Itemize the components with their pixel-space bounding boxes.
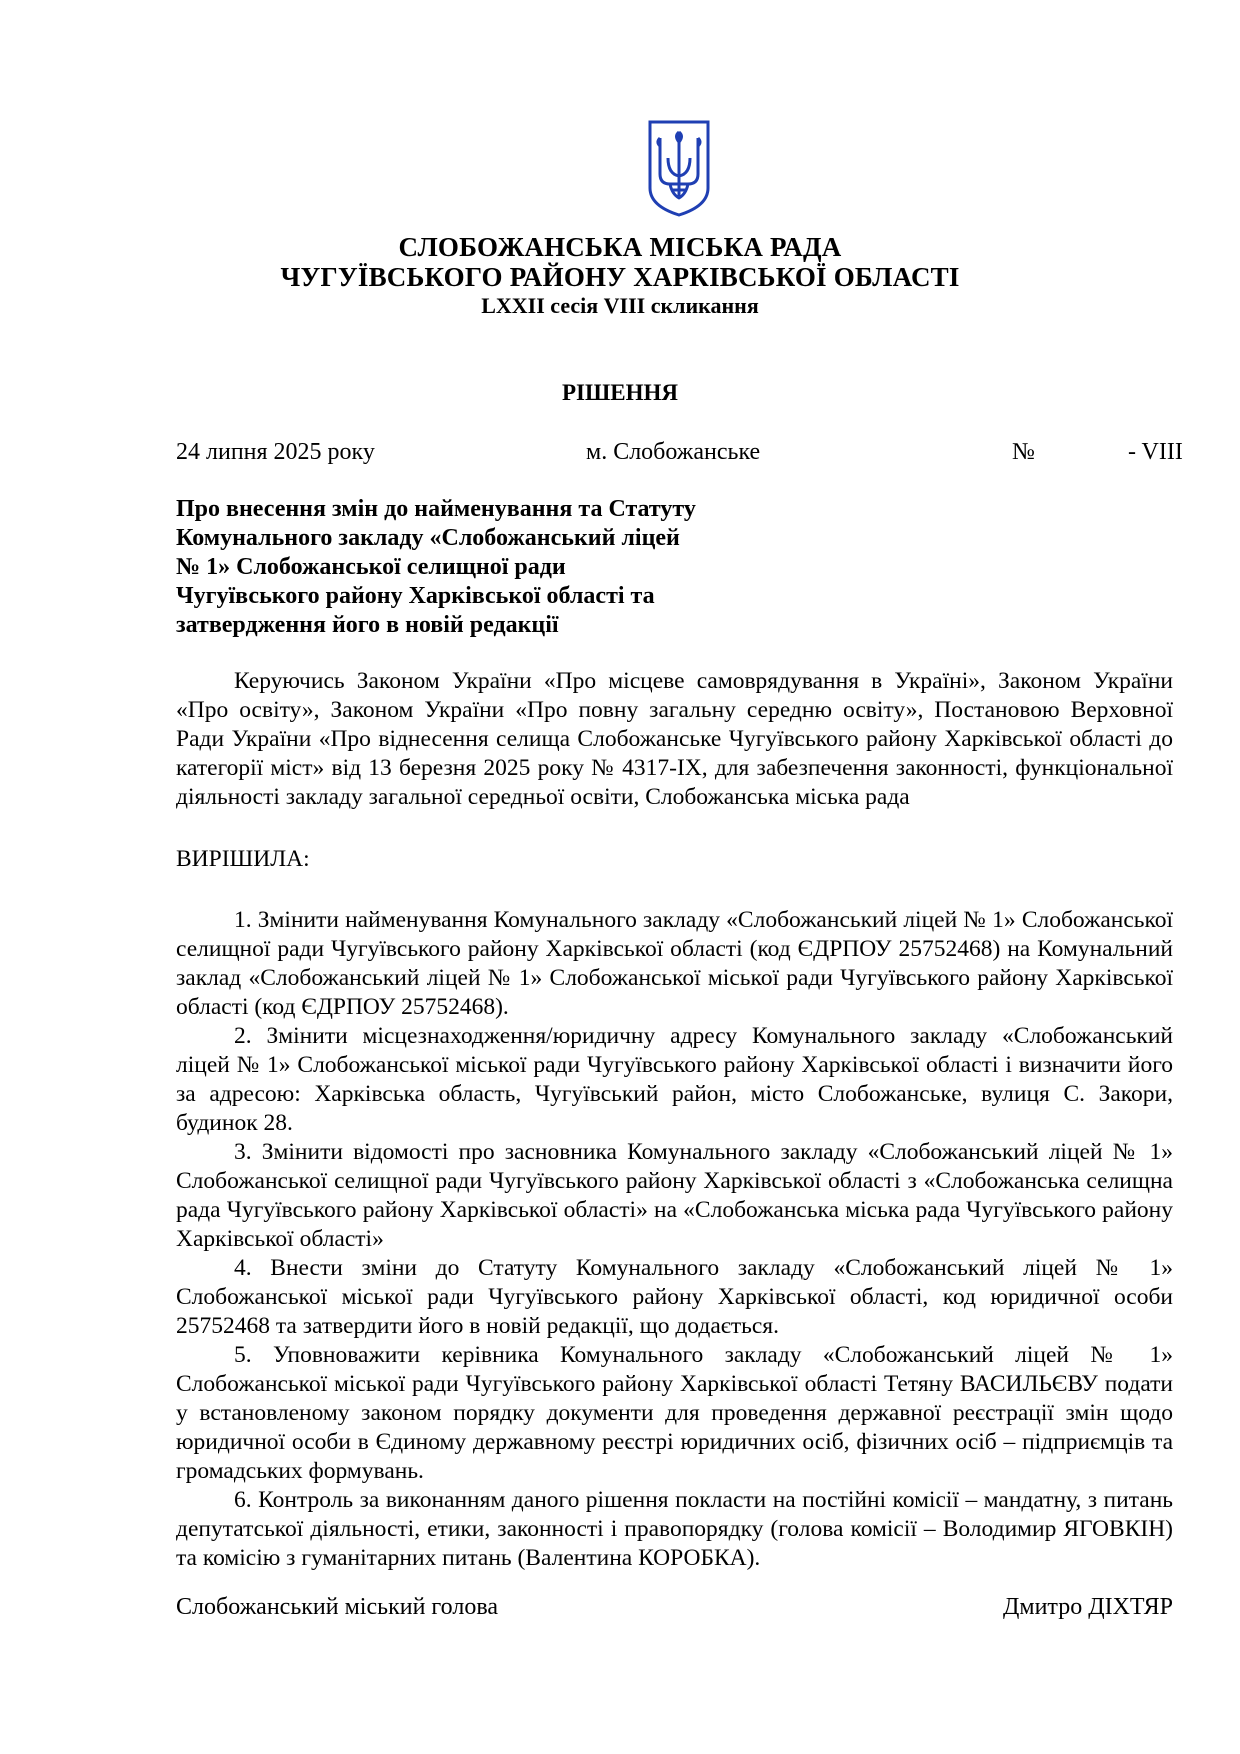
decision-number-suffix: - VIII: [1128, 439, 1183, 465]
subject-line: № 1» Слобожанської селищної ради: [176, 554, 566, 580]
district-title: ЧУГУЇВСЬКОГО РАЙОНУ ХАРКІВСЬКОЇ ОБЛАСТІ: [280, 262, 960, 292]
subject-line: Комунального закладу «Слобожанський ліцей: [176, 525, 680, 551]
council-title: СЛОБОЖАНСЬКА МІСЬКА РАДА: [398, 232, 842, 262]
signatory-title: Слобожанський міський голова: [176, 1594, 498, 1620]
decision-date: 24 липня 2025 року: [176, 439, 375, 465]
document-type-title: РІШЕННЯ: [562, 380, 678, 405]
signatory-name: Дмитро ДІХТЯР: [1003, 1594, 1173, 1620]
decision-item: 1. Змінити найменування Комунального закладу «Слобожанський ліцей № 1» Слобожанської селищної ради Чугуївського району Харківської області (код ЄДРПОУ 25752468) на Комунальний заклад «Слобожанський ліцей № 1» Слобожанської міської ради Чугуївського району Харківської області (код ЄДРПОУ 25752468).: [176, 907, 1173, 1020]
decision-item: 6. Контроль за виконанням даного рішення покласти на постійні комісії – мандатну, з питань депутатської діяльності, етики, законності і правопорядку (голова комісії – Володимир ЯГОВКІН) та комісію з гуманітарних питань (Валентина КОРОБКА).: [176, 1487, 1173, 1571]
resolved-heading: ВИРІШИЛА:: [176, 846, 310, 872]
trident-coat-of-arms-icon: [646, 118, 712, 218]
decision-item: 3. Змінити відомості про засновника Комунального закладу «Слобожанський ліцей № 1» Слобожанської селищної ради Чугуївського району Харківської області з «Слобожанська селищна рада Чугуївського району Харківської області» на «Слобожанська міська рада Чугуївського району Харківської області»: [176, 1139, 1173, 1252]
decision-item: 4. Внести зміни до Статуту Комунального закладу «Слобожанський ліцей № 1» Слобожанської міської ради Чугуївського району Харківської області, код юридичної особи 25752468 та затвердити його в новій редакції, що додається.: [176, 1255, 1173, 1339]
subject-line: Про внесення змін до найменування та Статуту: [176, 496, 696, 522]
decision-number-sign: №: [1012, 439, 1035, 465]
subject-line: Чугуївського району Харківської області та: [176, 583, 655, 609]
session-line: LXXII сесія VIII скликання: [481, 293, 759, 318]
subject-line: затвердження його в новій редакції: [176, 612, 559, 638]
decision-items: [176, 906, 1173, 1573]
decision-item: 2. Змінити місцезнаходження/юридичну адресу Комунального закладу «Слобожанський ліцей № 1» Слобожанської міської ради Чугуївського району Харківської області і визначити його за адресою: Харківська область, Чугуївський район, місто Слобожанське, вулиця С. Закори, будинок 28.: [176, 1023, 1173, 1136]
decision-city: м. Слобожанське: [586, 439, 761, 465]
preamble-paragraph: Керуючись Законом України «Про місцеве самоврядування в Україні», Законом України «Про освіту», Законом України «Про повну загальну середню освіту», Постановою Верховної Ради України «Про віднесення селища Слобожанське Чугуївського району Харківської області до категорії міст» від 13 березня 2025 року № 4317-IX, для забезпечення законності, функціональної діяльності закладу загальної середньої освіти, Слобожанська міська рада: [176, 668, 1173, 810]
decision-item: 5. Уповноважити керівника Комунального закладу «Слобожанський ліцей № 1» Слобожанської міської ради Чугуївського району Харківської області Тетяну ВАСИЛЬЄВУ подати у встановленому законом порядку документи для проведення державної реєстрації змін щодо юридичної особи в Єдиному державному реєстрі юридичних осіб, фізичних осіб – підприємців та громадських формувань.: [176, 1342, 1173, 1484]
decision-subject: [176, 495, 720, 640]
